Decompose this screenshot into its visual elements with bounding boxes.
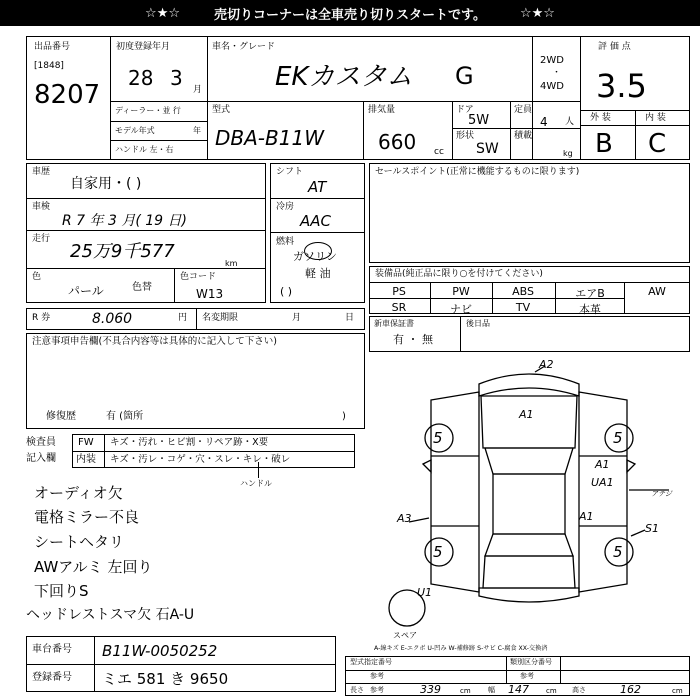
displacement-label: 排気量 xyxy=(368,105,396,115)
length-key: 長さ xyxy=(350,686,364,694)
mark-wheel-rl: 5 xyxy=(433,543,443,561)
equip-navi: ナビ xyxy=(450,303,472,316)
top-banner xyxy=(0,0,700,26)
chassis-label: 車台番号 xyxy=(32,644,72,655)
doors-value: 5W xyxy=(468,113,490,128)
damage-legend: A-線キズ E-エクボ U-凹み W-補修跡 S-サビ C-腐食 XX-交換済 xyxy=(374,645,548,652)
ref-2: 参考 xyxy=(520,672,534,680)
exterior-label: 外 装 xyxy=(590,113,611,123)
handle-label: ハンドル 左・右 xyxy=(115,145,174,154)
color-label: 色 xyxy=(32,272,42,282)
doors-label: ドア xyxy=(456,105,474,115)
height-value: 162 xyxy=(620,683,641,696)
mark-a1-hood: A1 xyxy=(519,408,534,421)
lot-number: 8207 xyxy=(34,80,101,110)
remark-line: オーディオ欠 xyxy=(34,484,123,502)
displacement-value: 660 xyxy=(378,130,417,154)
mark-s1: S1 xyxy=(645,522,659,535)
width-key: 幅 xyxy=(488,686,495,694)
drive-4wd: 4WD xyxy=(540,81,564,92)
equip-aw: AW xyxy=(648,285,666,298)
dealer-label: ディーラー・並 行 xyxy=(115,106,181,115)
equip-airbag: エアB xyxy=(575,287,605,300)
drive-dot: ・ xyxy=(552,68,562,78)
remarks-area xyxy=(26,478,356,628)
first-reg-year: 28 xyxy=(128,66,154,90)
history-label: 車歴 xyxy=(32,167,51,177)
equip-leather: 本革 xyxy=(579,303,601,316)
color-code-value: W13 xyxy=(196,287,224,301)
model-name: EKカスタム xyxy=(275,62,413,92)
equip-ps: PS xyxy=(392,285,406,298)
mileage-label: 走行 xyxy=(32,234,51,244)
km-unit: km xyxy=(225,259,238,268)
warranty-value: 有 ・ 無 xyxy=(393,333,433,346)
orig-label: 型式指定番号 xyxy=(350,658,392,666)
int-items: キズ・汚レ・コゲ・穴・スレ・キレ・破レ xyxy=(110,454,291,465)
repair-close-paren: ) xyxy=(342,411,346,422)
equip-pw: PW xyxy=(452,285,470,298)
seal-label: 後日品 xyxy=(466,319,490,328)
color-change-label: 色替 xyxy=(132,282,152,293)
notes-box xyxy=(26,333,365,429)
height-unit: cm xyxy=(672,687,683,695)
registration-value: ミエ 581 き 9650 xyxy=(102,670,229,688)
chassis-value: B11W-0050252 xyxy=(102,642,218,660)
repair-value: 有 (箇所 xyxy=(106,411,144,422)
inspector-label1: 検査員 xyxy=(26,437,56,448)
ref-1: 参考 xyxy=(370,672,384,680)
length-unit: cm xyxy=(460,687,471,695)
shape-label: 形状 xyxy=(456,131,475,141)
remark-line: 下回りS xyxy=(34,582,89,600)
repair-label: 修復歴 xyxy=(46,411,76,422)
color-code-label: 色コード xyxy=(180,272,217,282)
model-year-unit: 年 xyxy=(193,126,201,135)
equipment-label: 装備品(純正品に限り○を付けてください) xyxy=(375,269,543,279)
mark-a1-right-front: A1 xyxy=(595,458,610,471)
mark-wheel-rr: 5 xyxy=(613,543,623,561)
drive-2wd: 2WD xyxy=(540,55,564,66)
capacity-value: 4 xyxy=(540,115,548,129)
equip-tv: TV xyxy=(515,301,531,314)
shaken-value: R 7 年 3 月( 19 日) xyxy=(62,213,187,229)
length-value: 339 xyxy=(420,683,441,696)
remark-line: ヘッドレストスマ欠 石A-U xyxy=(26,607,195,623)
shape-value: SW xyxy=(476,141,499,157)
load-unit: kg xyxy=(563,149,573,158)
capacity-unit: 人 xyxy=(565,117,575,127)
lot-label: 出品番号 xyxy=(34,42,71,52)
sales-point-label: セールスポイント(正常に機能するものに限ります) xyxy=(375,167,580,177)
lot-sub: [1848] xyxy=(34,61,64,71)
width-value: 147 xyxy=(508,683,529,696)
mark-a3: A3 xyxy=(397,512,412,525)
mark-wheel-fl: 5 xyxy=(433,429,443,447)
grade: G xyxy=(455,62,474,90)
history-value: 自家用・( ) xyxy=(70,176,142,192)
mark-wheel-fr: 5 xyxy=(613,429,623,447)
shaken-label: 車検 xyxy=(32,202,51,212)
interior-grade: C xyxy=(648,129,667,159)
sales-point-box xyxy=(369,163,690,263)
banner-text: 売切りコーナーは全車売り切りスタートです。 xyxy=(214,7,486,23)
ac-label: 冷房 xyxy=(276,202,295,212)
recycle-value: 8.060 xyxy=(92,311,133,327)
first-reg-unit: 月 xyxy=(193,85,203,95)
header-grid xyxy=(26,36,690,160)
meigi-label: 名変期限 xyxy=(202,313,239,323)
inspector-label2: 記入欄 xyxy=(26,453,56,464)
fuel-diesel: 軽 油 xyxy=(305,267,331,280)
model-year-label: モデル年式 xyxy=(115,126,155,135)
fw-label: FW xyxy=(78,437,94,448)
handle-note: ハンドル xyxy=(240,479,272,488)
mark-atezi: アテジ xyxy=(651,490,672,498)
width-unit: cm xyxy=(546,687,557,695)
shift-label: シフト xyxy=(276,167,304,177)
notes-label: 注意事項申告欄(不具合内容等は具体的に記入して下さい) xyxy=(32,336,277,347)
class-label: 類別区分番号 xyxy=(510,658,552,666)
height-key: 高さ xyxy=(572,686,586,694)
meigi-day: 日 xyxy=(345,313,355,323)
type-label: 型式 xyxy=(212,105,231,115)
cc-unit: cc xyxy=(434,147,444,157)
recycle-label: R 券 xyxy=(32,313,51,323)
shift-value: AT xyxy=(308,178,327,196)
capacity-label: 定員 xyxy=(514,105,533,115)
mileage-value: 25万9千577 xyxy=(70,241,175,262)
spare-label: スペア xyxy=(393,631,417,640)
length-ref: 参考 xyxy=(370,686,384,694)
exterior-grade: B xyxy=(595,129,613,159)
fuel-circle xyxy=(304,242,332,260)
remark-line: 電格ミラー不良 xyxy=(34,508,140,526)
fw-items: キズ・汚れ・ヒビ割・リペア跡・X要 xyxy=(110,437,269,448)
color-value: パール xyxy=(68,284,104,298)
fuel-gasoline: ガソリン xyxy=(293,250,337,263)
interior-label: 内 装 xyxy=(645,113,666,123)
rating-label: 評 価 点 xyxy=(598,42,631,52)
fuel-other: ( ) xyxy=(280,285,293,298)
first-reg-month: 3 xyxy=(170,66,183,90)
warranty-label: 新車保証書 xyxy=(374,319,414,328)
remark-line: AWアルミ 左回り xyxy=(34,558,153,576)
load-label: 積載 xyxy=(514,131,533,141)
rating-value: 3.5 xyxy=(596,67,647,105)
fuel-label: 燃料 xyxy=(276,237,295,247)
mark-ua1: UA1 xyxy=(591,476,614,489)
ac-value: AAC xyxy=(300,212,331,230)
equip-sr: SR xyxy=(391,301,407,314)
banner-stars-left: ☆★☆ xyxy=(145,5,181,21)
first-reg-label: 初度登録年月 xyxy=(116,42,171,52)
recycle-yen: 円 xyxy=(178,313,188,323)
mark-u1: U1 xyxy=(417,586,433,599)
mark-a1-right-rear: A1 xyxy=(579,510,594,523)
handle-note-arrow xyxy=(258,462,259,478)
remark-line: シートヘタリ xyxy=(34,533,125,551)
equip-abs: ABS xyxy=(512,285,534,298)
type-value: DBA-B11W xyxy=(215,126,324,150)
registration-label: 登録番号 xyxy=(32,672,72,683)
int-label: 内装 xyxy=(76,454,96,465)
mark-a2: A2 xyxy=(539,358,554,371)
banner-stars-right: ☆★☆ xyxy=(519,5,555,21)
model-name-label: 車名・グレード xyxy=(212,42,276,52)
car-damage-diagram xyxy=(369,356,690,646)
meigi-month: 月 xyxy=(292,313,302,323)
